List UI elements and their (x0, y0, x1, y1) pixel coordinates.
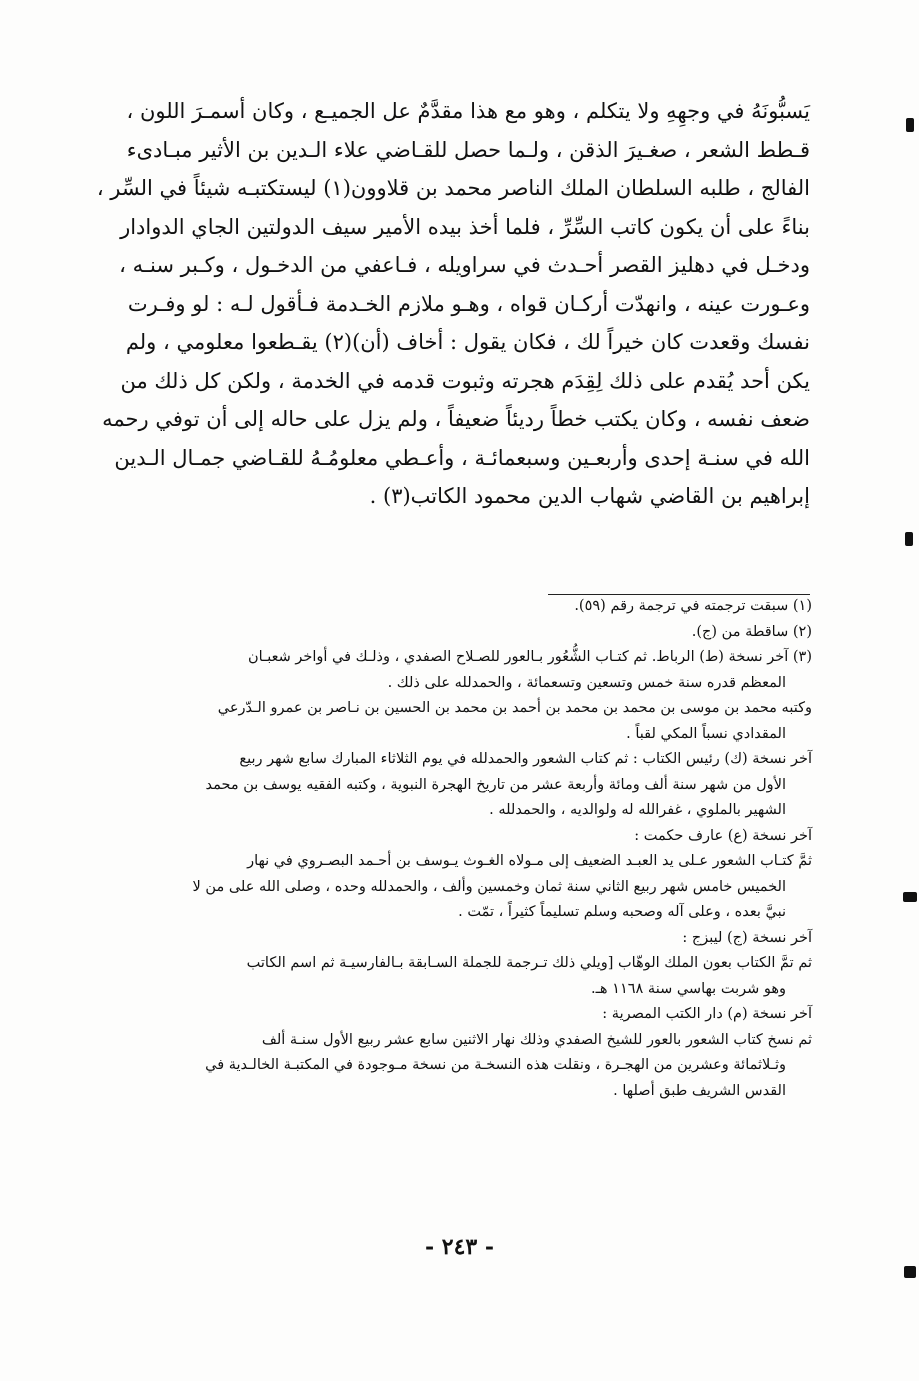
footnote-line: وهو شربت بهاسي سنة ١١٦٨ هـ. (591, 980, 786, 997)
footnote-line: آخر نسخة (ك) رئيس الكتاب : ثم كتاب الشعور والحمدلله في يوم الثلاثاء المبارك سابع شهر ربيع (239, 751, 812, 767)
footnote-line: ثم نسخ كتاب الشعور بالعور للشيخ الصفدي وذلك نهار الاثنين سابع عشر ربيع الأول سنـة ألف (261, 1031, 812, 1048)
footnote-line: المقدادي نسباً المكي لقباً . (626, 725, 786, 742)
main-text-line: يكن أحد يُقدم على ذلك لِقِدَم هجرته وثبوت قدمه في الخدمة ، ولكن كل ذلك من (120, 368, 810, 393)
footnote-line: ثم تمَّ الكتاب بعون الملك الوهّاب [ويلي ذلك تـرجمة للجملة السـابقة بـالفارسيـة ثم اسم الكاتب (246, 955, 812, 971)
main-text-line: ضعف نفسه ، وكان يكتب خطاً رديئاً ضعيفاً ، ولم يزل على حاله إلى أن توفي رحمه (102, 407, 810, 431)
main-text-line: نفسك وقعدت كان خيراً لك ، فكان يقول : أخاف (أن)(٢) يقـطعوا معلومي ، ولم (125, 330, 810, 354)
footnote-line: آخر نسخة (م) دار الكتب المصرية : (602, 1006, 812, 1022)
main-text-line: وعـورت عينه ، وانهدّت أركـان قواه ، وهـو ملازم الخـدمة فـأقول لـه : لو وفـرت (127, 291, 810, 316)
binding-mark (904, 1266, 916, 1278)
binding-mark (905, 532, 913, 546)
footnote-line: وثـلاثمائة وعشرين من الهجـرة ، ونقلت هذه النسخـة من نسخة مـوجودة في المكتبـة الخالـدية في (205, 1057, 786, 1073)
footnote-line: نبيَّ بعده ، وعلى آله وصحبه وسلم تسليماً كثيراً ، تمّت . (458, 904, 786, 920)
footnote-line: المعظم قدره سنة خمس وتسعين وتسعمائة ، والحمدلله على ذلك . (387, 674, 786, 691)
footnote-line: وكتبه محمد بن موسى بن محمد بن محمد بن أحمد بن محمد بن الحسين بن نـاصر بن عمرو الـدّرعي (217, 700, 812, 716)
main-text-line: إبراهيم بن القاضي شهاب الدين محمود الكاتب(٣) . (369, 484, 810, 508)
footnote-line: الخميس خامس شهر ربيع الثاني سنة ثمان وخمسين وألف ، والحمدلله وحده ، وصلى الله على من لا (192, 878, 786, 895)
main-text-line: يَسبُّونَهُ في وجهِهِ ولا يتكلم ، وهو مع هذا مقدَّمٌ عل الجميـع ، وكان أسمـرَ اللون ، (126, 99, 810, 123)
main-text-block (96, 92, 810, 516)
footnote-line: الأول من شهر سنة ألف ومائة وأربعة عشر من تاريخ الهجرة النبوية ، وكتبه الفقيه يوسف بن محمد (205, 776, 786, 793)
footnote-line: ثمَّ كتـاب الشعور عـلى يد العبـد الضعيف إلى مـولاه الغـوث يـوسف بن أحـمد البصـروي في نهار (247, 853, 812, 869)
main-text-line: ودخـل في دهليز القصر أحـدث في سراويله ، فـاعفي من الدخـول ، وكـبر سنـه ، (119, 253, 810, 277)
binding-mark (903, 892, 917, 902)
footnote-line: آخر نسخة (ج) ليبزج : (682, 929, 812, 946)
footnote-line: آخر نسخة (ع) عارف حكمت : (634, 827, 812, 844)
main-text-line: قـطط الشعر ، صغـيرَ الذقن ، ولـما حصل للقـاضي علاء الـدين بن الأثير مبـادىء (126, 137, 810, 162)
footnote-line: (١) سبقت ترجمته في ترجمة رقم (٥٩). (574, 598, 812, 614)
footnote-line: الشهير بالملوي ، غفرالله له ولوالديه ، والحمدلله . (489, 802, 786, 818)
page-number: - ٢٤٣ - (424, 1234, 495, 1260)
binding-mark (906, 118, 914, 132)
footnote-line: القدس الشريف طبق أصلها . (613, 1082, 786, 1099)
main-text-line: الفالج ، طلبه السلطان الملك الناصر محمد بن قلاوون(١) ليستكتبـه شيئاً في السِّر ، (96, 176, 810, 200)
footnote-line: (٢) ساقطة من (ج). (691, 623, 812, 640)
main-text-line: الله في سنـة إحدى وأربعـين وسبعمائـة ، وأعـطي معلومُـهُ للقـاضي جمـال الـدين (114, 445, 810, 470)
main-text-line: بناءً على أن يكون كاتب السِّرِّ ، فلما أخذ بيده الأمير سيف الدولتين الجاي الدوادار (120, 214, 810, 239)
footnotes-block (130, 594, 812, 1104)
footnote-line: (٣) آخر نسخة (ط) الرباط. ثم كتـاب الشُّعُور بـالعور للصـلاح الصفدي ، وذلـك في أواخر شعبـان (247, 649, 812, 665)
